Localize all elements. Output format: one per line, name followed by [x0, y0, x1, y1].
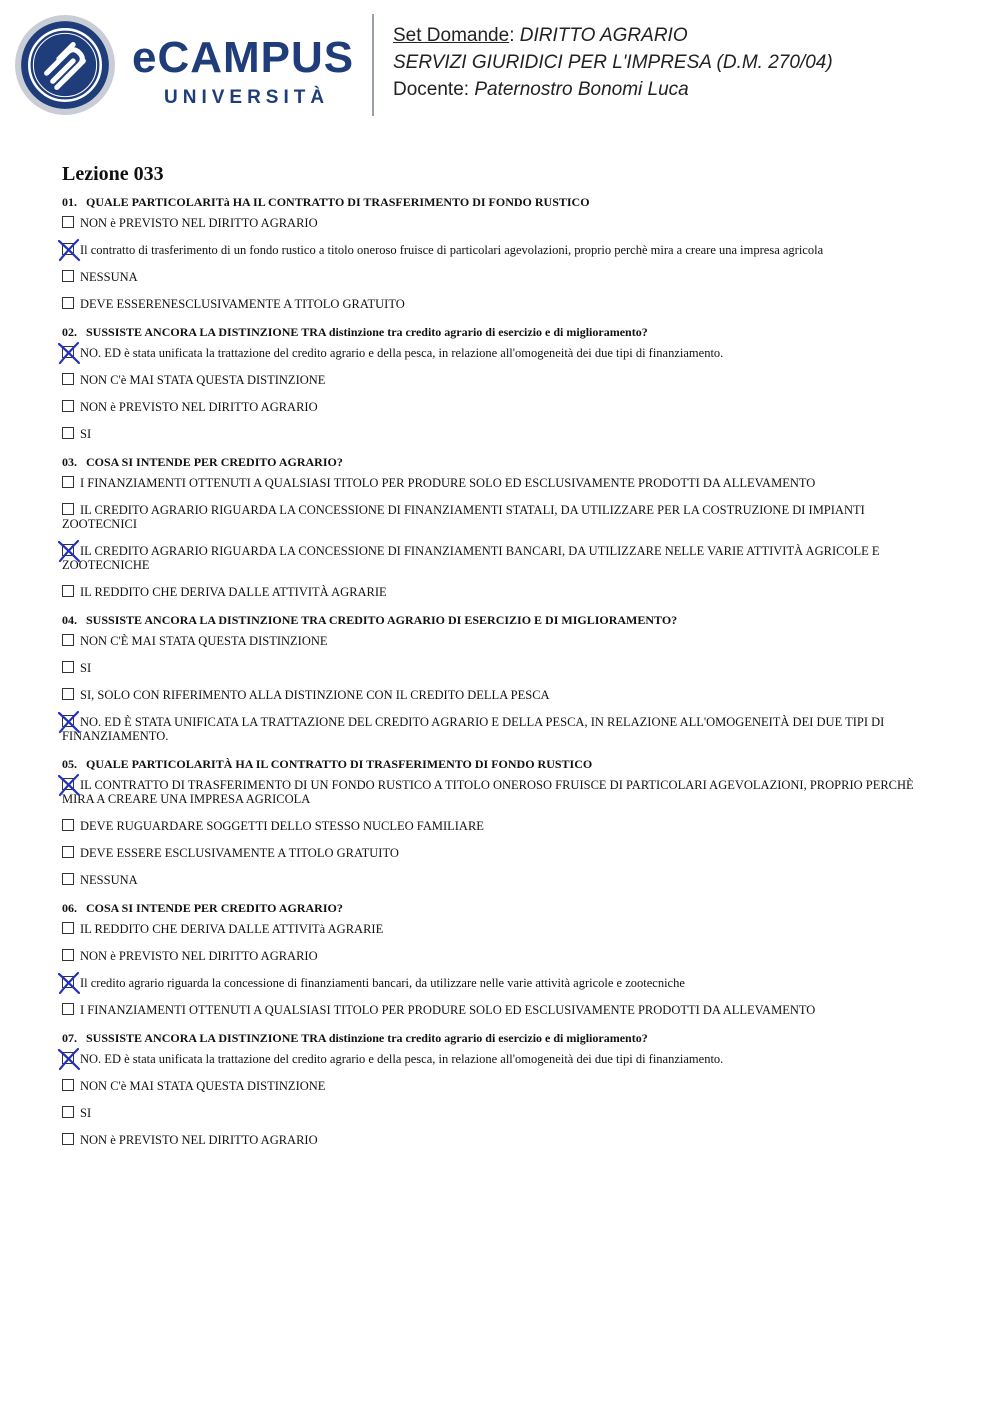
- set-row: [393, 22, 833, 49]
- answer-option[interactable]: [62, 778, 942, 806]
- question-title: [62, 454, 942, 470]
- course-row: [393, 49, 833, 76]
- question-block: [62, 612, 942, 743]
- answer-text: NO. ED è stata unificata la trattazione del credito agrario e della pesca, in relazione all'omogeneità dei due tipi di finanziamento.: [80, 346, 724, 360]
- answer-option[interactable]: [62, 243, 942, 257]
- answer-text: I FINANZIAMENTI OTTENUTI A QUALSIASI TITOLO PER PRODURE SOLO ED ESCLUSIVAMENTE PRODOTTI DA ALLEVAMENTO: [80, 1003, 816, 1017]
- answer-text: NESSUNA: [80, 270, 138, 284]
- answer-text: NESSUNA: [80, 873, 138, 887]
- answer-option[interactable]: [62, 346, 942, 360]
- brand-word: eCAMPUS: [132, 33, 355, 82]
- answer-option[interactable]: [62, 427, 942, 441]
- checked-x-icon: [56, 970, 82, 996]
- answer-checkbox[interactable]: [62, 270, 74, 282]
- answer-checkbox[interactable]: [62, 1133, 74, 1145]
- answer-text: NON C'è MAI STATA QUESTA DISTINZIONE: [80, 373, 326, 387]
- question-list: [62, 194, 942, 1147]
- question-number: 06.: [62, 901, 77, 915]
- answer-text: IL CREDITO AGRARIO RIGUARDA LA CONCESSIONE DI FINANZIAMENTI BANCARI, DA UTILIZZARE NELLE VARIE ATTIVITÀ AGRICOLE E ZOOTECNICHE: [62, 544, 880, 572]
- question-block: [62, 900, 942, 1017]
- answer-text: NON C'è MAI STATA QUESTA DISTINZIONE: [80, 1079, 326, 1093]
- question-title: [62, 612, 942, 628]
- answer-option[interactable]: [62, 1052, 942, 1066]
- answer-option[interactable]: [62, 503, 942, 531]
- answer-option[interactable]: [62, 476, 942, 490]
- answer-option[interactable]: [62, 873, 942, 887]
- answer-text: NON C'È MAI STATA QUESTA DISTINZIONE: [80, 634, 328, 648]
- answer-option[interactable]: [62, 216, 942, 230]
- answer-checkbox[interactable]: [62, 503, 74, 515]
- set-colon: :: [509, 25, 520, 46]
- answer-checkbox[interactable]: [62, 661, 74, 673]
- answer-checkbox[interactable]: [62, 1079, 74, 1091]
- answer-checkbox[interactable]: [62, 476, 74, 488]
- question-block: [62, 324, 942, 441]
- course-meta: [393, 22, 833, 103]
- answer-text: Il credito agrario riguarda la concessione di finanziamenti bancari, da utilizzare nelle varie attività agricole e zootecniche: [80, 976, 685, 990]
- question-number: 04.: [62, 613, 77, 627]
- answer-text: SI: [80, 661, 92, 675]
- answer-option[interactable]: [62, 846, 942, 860]
- question-text: SUSSISTE ANCORA LA DISTINZIONE TRA CREDITO AGRARIO DI ESERCIZIO E DI MIGLIORAMENTO?: [86, 613, 678, 627]
- set-label: Set Domande: [393, 25, 510, 46]
- answer-text: IL REDDITO CHE DERIVA DALLE ATTIVITà AGRARIE: [80, 922, 384, 936]
- question-title: [62, 1030, 942, 1046]
- answer-text: IL CREDITO AGRARIO RIGUARDA LA CONCESSIONE DI FINANZIAMENTI STATALI, DA UTILIZZARE PER LA COSTRUZIONE DI IMPIANTI ZOOTECNICI: [62, 503, 865, 531]
- answer-checkbox[interactable]: [62, 1106, 74, 1118]
- question-number: 02.: [62, 325, 77, 339]
- answer-option[interactable]: [62, 949, 942, 963]
- answer-option[interactable]: [62, 1079, 942, 1093]
- set-value: DIRITTO AGRARIO: [519, 25, 688, 46]
- answer-option[interactable]: [62, 585, 942, 599]
- brand-subtitle: UNIVERSITÀ: [164, 87, 330, 108]
- answer-checkbox[interactable]: [62, 949, 74, 961]
- answer-checkbox[interactable]: [62, 427, 74, 439]
- question-text: SUSSISTE ANCORA LA DISTINZIONE TRA distinzione tra credito agrario di esercizio e di miglioramento?: [86, 325, 648, 339]
- checked-x-icon: [56, 237, 82, 263]
- checked-x-icon: [56, 340, 82, 366]
- answer-option[interactable]: [62, 922, 942, 936]
- question-title: [62, 900, 942, 916]
- answer-text: DEVE RUGUARDARE SOGGETTI DELLO STESSO NUCLEO FAMILIARE: [80, 819, 484, 833]
- answer-text: SI: [80, 427, 92, 441]
- answer-checkbox[interactable]: [62, 297, 74, 309]
- answer-option[interactable]: [62, 688, 942, 702]
- question-text: QUALE PARTICOLARITà HA IL CONTRATTO DI TRASFERIMENTO DI FONDO RUSTICO: [86, 195, 590, 209]
- question-text: COSA SI INTENDE PER CREDITO AGRARIO?: [86, 455, 343, 469]
- answer-option[interactable]: [62, 297, 942, 311]
- answer-checkbox[interactable]: [62, 1003, 74, 1015]
- question-text: COSA SI INTENDE PER CREDITO AGRARIO?: [86, 901, 343, 915]
- answer-text: DEVE ESSERENESCLUSIVAMENTE A TITOLO GRATUITO: [80, 297, 405, 311]
- answer-text: SI, SOLO CON RIFERIMENTO ALLA DISTINZIONE CON IL CREDITO DELLA PESCA: [80, 688, 550, 702]
- answer-option[interactable]: [62, 373, 942, 387]
- answer-checkbox[interactable]: [62, 688, 74, 700]
- answer-text: NO. ED è stata unificata la trattazione del credito agrario e della pesca, in relazione all'omogeneità dei due tipi di finanziamento.: [80, 1052, 724, 1066]
- checked-x-icon: [56, 772, 82, 798]
- lesson-title: Lezione 033: [62, 163, 164, 185]
- question-number: 01.: [62, 195, 77, 209]
- answer-text: Il contratto di trasferimento di un fondo rustico a titolo oneroso fruisce di particolari agevolazioni, proprio perchè mira a creare una impresa agricola: [80, 243, 824, 257]
- question-block: [62, 454, 942, 599]
- answer-text: IL CONTRATTO DI TRASFERIMENTO DI UN FONDO RUSTICO A TITOLO ONEROSO FRUISCE DI PARTICOLARI AGEVOLAZIONI, PROPRIO PERCHÈ MIRA A CREARE UNA IMPRESA AGRICOLA: [62, 778, 914, 806]
- answer-checkbox[interactable]: [62, 873, 74, 885]
- answer-text: I FINANZIAMENTI OTTENUTI A QUALSIASI TITOLO PER PRODURE SOLO ED ESCLUSIVAMENTE PRODOTTI DA ALLEVAMENTO: [80, 476, 816, 490]
- answer-text: DEVE ESSERE ESCLUSIVAMENTE A TITOLO GRATUITO: [80, 846, 399, 860]
- answer-option[interactable]: [62, 1003, 942, 1017]
- document-body: [62, 160, 942, 1160]
- header-divider: [372, 14, 374, 116]
- answer-checkbox[interactable]: [62, 819, 74, 831]
- answer-option[interactable]: [62, 976, 942, 990]
- ecampus-logo-icon: [14, 14, 116, 116]
- answer-text: NON è PREVISTO NEL DIRITTO AGRARIO: [80, 216, 318, 230]
- answer-checkbox[interactable]: [62, 846, 74, 858]
- question-block: [62, 1030, 942, 1147]
- checked-x-icon: [56, 1046, 82, 1072]
- answer-text: NON è PREVISTO NEL DIRITTO AGRARIO: [80, 1133, 318, 1147]
- document-header: [0, 0, 1000, 130]
- question-title: [62, 756, 942, 772]
- answer-text: NO. ED È STATA UNIFICATA LA TRATTAZIONE DEL CREDITO AGRARIO E DELLA PESCA, IN RELAZIONE ALL'OMOGENEITÀ DEI DUE TIPI DI FINANZIAMENTO.: [62, 715, 885, 743]
- question-title: [62, 194, 942, 210]
- answer-checkbox[interactable]: [62, 922, 74, 934]
- answer-text: NON è PREVISTO NEL DIRITTO AGRARIO: [80, 400, 318, 414]
- checked-x-icon: [56, 538, 82, 564]
- course-name: SERVIZI GIURIDICI PER L'IMPRESA (D.M. 270/04): [393, 52, 833, 73]
- teacher-row: [393, 76, 833, 103]
- answer-checkbox[interactable]: [62, 634, 74, 646]
- answer-text: NON è PREVISTO NEL DIRITTO AGRARIO: [80, 949, 318, 963]
- teacher-label: Docente:: [393, 79, 470, 100]
- question-number: 05.: [62, 757, 77, 771]
- question-title: [62, 324, 942, 340]
- question-text: QUALE PARTICOLARITÀ HA IL CONTRATTO DI TRASFERIMENTO DI FONDO RUSTICO: [86, 757, 593, 771]
- question-block: [62, 756, 942, 887]
- question-number: 03.: [62, 455, 77, 469]
- answer-option[interactable]: [62, 270, 942, 284]
- teacher-name: Paternostro Bonomi Luca: [474, 79, 689, 100]
- answer-checkbox[interactable]: [62, 216, 74, 228]
- question-block: [62, 194, 942, 311]
- answer-option[interactable]: [62, 819, 942, 833]
- answer-option[interactable]: [62, 1133, 942, 1147]
- checked-x-icon: [56, 709, 82, 735]
- answer-text: SI: [80, 1106, 92, 1120]
- answer-checkbox[interactable]: [62, 373, 74, 385]
- answer-checkbox[interactable]: [62, 400, 74, 412]
- answer-option[interactable]: [62, 661, 942, 675]
- brand-wordmark: [132, 33, 355, 82]
- answer-option[interactable]: [62, 1106, 942, 1120]
- answer-option[interactable]: [62, 400, 942, 414]
- answer-text: IL REDDITO CHE DERIVA DALLE ATTIVITÀ AGRARIE: [80, 585, 387, 599]
- answer-checkbox[interactable]: [62, 585, 74, 597]
- question-text: SUSSISTE ANCORA LA DISTINZIONE TRA distinzione tra credito agrario di esercizio e di miglioramento?: [86, 1031, 648, 1045]
- answer-option[interactable]: [62, 715, 942, 743]
- answer-option[interactable]: [62, 634, 942, 648]
- question-number: 07.: [62, 1031, 77, 1045]
- answer-option[interactable]: [62, 544, 942, 572]
